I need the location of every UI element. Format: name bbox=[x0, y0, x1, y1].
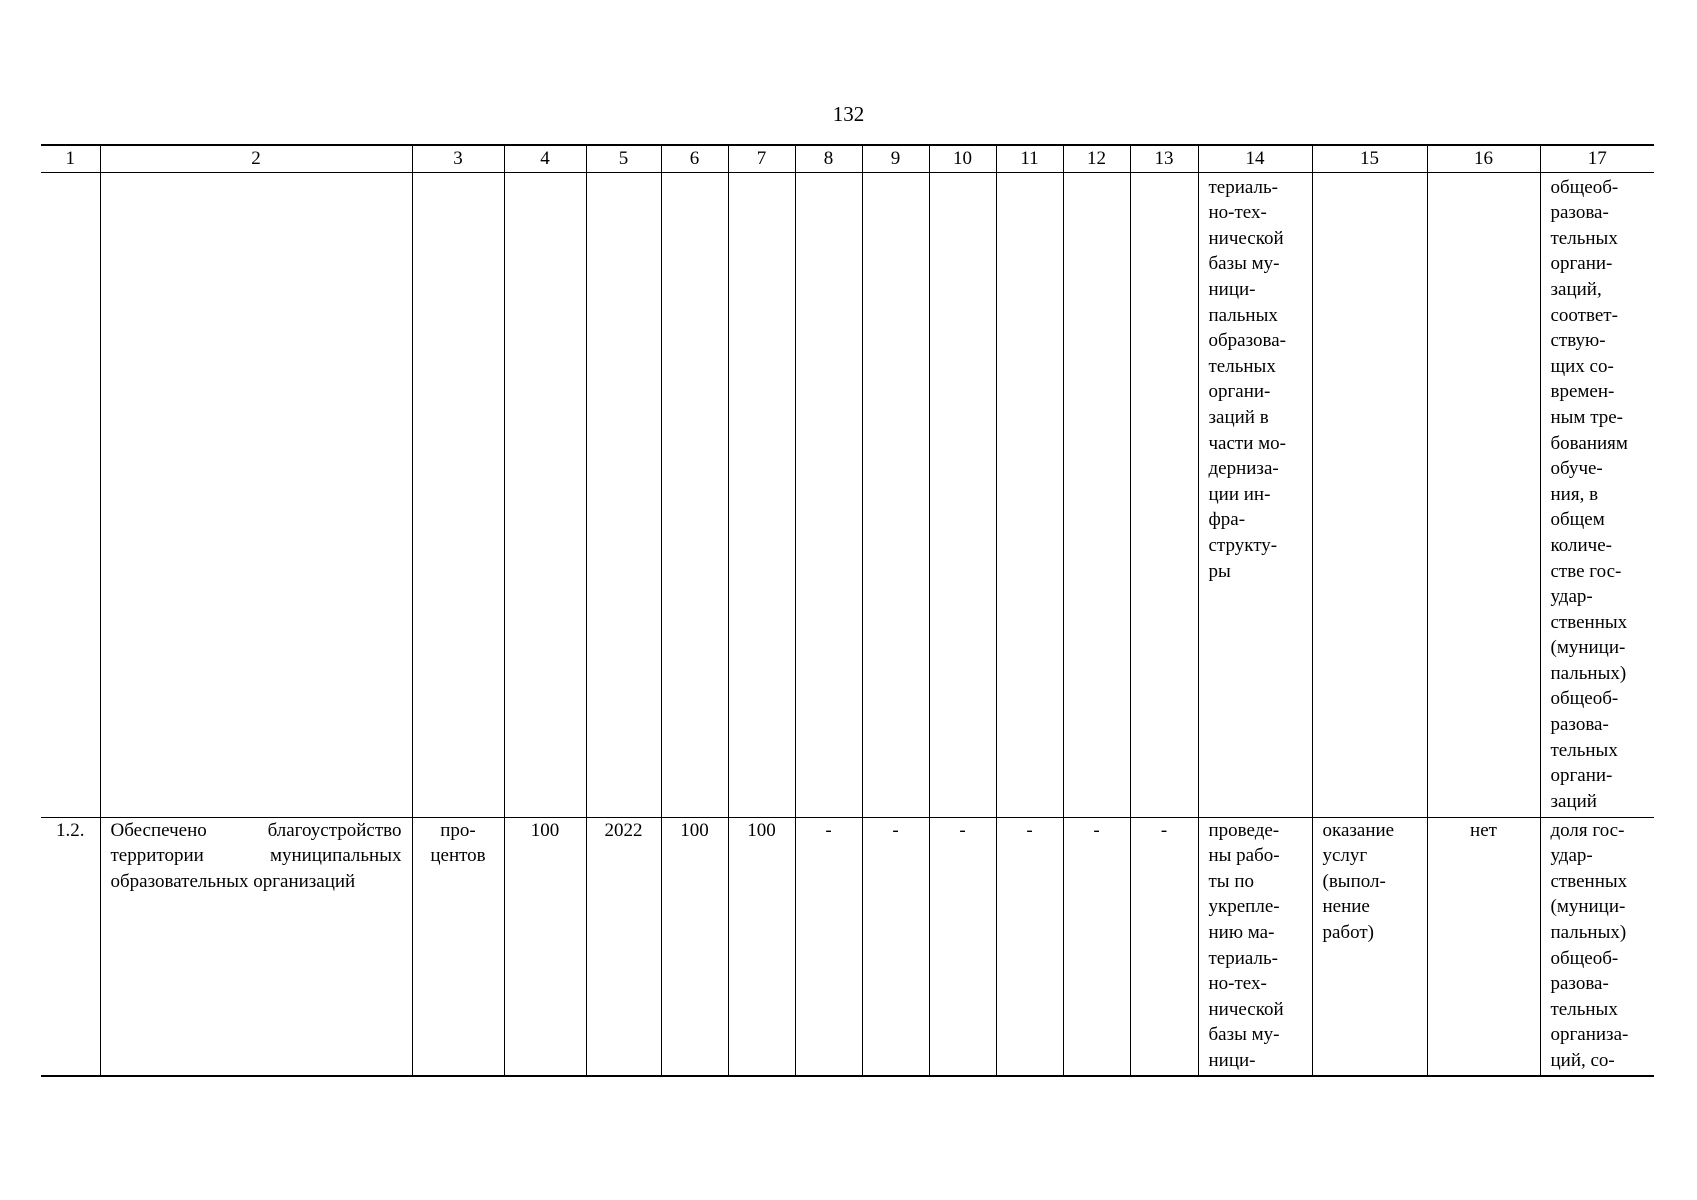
cell-value-col9: - bbox=[862, 817, 929, 1076]
cell-empty bbox=[862, 172, 929, 817]
cell-col16: нет bbox=[1427, 817, 1540, 1076]
column-header: 15 bbox=[1312, 145, 1427, 172]
cell-value-col13: - bbox=[1130, 817, 1198, 1076]
cell-result-type: оказание услуг (выпол- нение работ) bbox=[1312, 817, 1427, 1076]
column-header: 10 bbox=[929, 145, 996, 172]
column-header: 17 bbox=[1540, 145, 1654, 172]
column-header: 6 bbox=[661, 145, 728, 172]
column-header: 4 bbox=[504, 145, 586, 172]
cell-unit: про- центов bbox=[412, 817, 504, 1076]
cell-characteristic: проведе- ны рабо- ты по укрепле- нию ма- териаль- но-тех- нической базы му- ници- bbox=[1198, 817, 1312, 1076]
column-header: 12 bbox=[1063, 145, 1130, 172]
column-header: 7 bbox=[728, 145, 795, 172]
column-header: 2 bbox=[100, 145, 412, 172]
column-header: 11 bbox=[996, 145, 1063, 172]
page-number: 132 bbox=[832, 102, 865, 126]
cell-result-name: Обеспечено благоустройство территории муниципальных образовательных организаций bbox=[100, 817, 412, 1076]
cell-empty bbox=[929, 172, 996, 817]
cell-empty bbox=[1130, 172, 1198, 817]
indicators-table bbox=[41, 144, 1654, 1077]
cell-empty bbox=[41, 172, 100, 817]
cell-empty bbox=[996, 172, 1063, 817]
cell-empty bbox=[661, 172, 728, 817]
cell-value-col8: - bbox=[795, 817, 862, 1076]
cell-value-col12: - bbox=[1063, 817, 1130, 1076]
cell-empty bbox=[412, 172, 504, 817]
cell-empty bbox=[728, 172, 795, 817]
cell-empty bbox=[795, 172, 862, 817]
cell-value-col11: - bbox=[996, 817, 1063, 1076]
cell-empty bbox=[504, 172, 586, 817]
column-header: 16 bbox=[1427, 145, 1540, 172]
column-header: 3 bbox=[412, 145, 504, 172]
cell-col14-continued: териаль- но-тех- нической базы му- ници- пальных образова- тельных органи- заций в части мо- дерниза- ции ин- фра- структу- ры bbox=[1198, 172, 1312, 817]
column-header: 9 bbox=[862, 145, 929, 172]
cell-value-col7: 100 bbox=[728, 817, 795, 1076]
cell-value-col6: 100 bbox=[661, 817, 728, 1076]
cell-empty bbox=[1063, 172, 1130, 817]
cell-empty bbox=[586, 172, 661, 817]
cell-base-value: 100 bbox=[504, 817, 586, 1076]
column-header: 14 bbox=[1198, 145, 1312, 172]
column-header: 5 bbox=[586, 145, 661, 172]
column-header: 1 bbox=[41, 145, 100, 172]
cell-empty bbox=[1427, 172, 1540, 817]
continuation-row bbox=[41, 172, 1654, 817]
cell-indicator: доля гос- удар- ственных (муници- пальных) общеоб- разова- тельных организа- ций, со- bbox=[1540, 817, 1654, 1076]
header-row bbox=[41, 145, 1654, 172]
table-row-1-2 bbox=[41, 817, 1654, 1076]
column-header: 8 bbox=[795, 145, 862, 172]
cell-col17-continued: общеоб- разова- тельных органи- заций, соответ- ствую- щих со- времен- ным тре- бованиям обуче- ния, в общем количе- стве гос- удар- ственных (муници- пальных) общеоб- разова- тельных органи- заций bbox=[1540, 172, 1654, 817]
cell-row-number: 1.2. bbox=[41, 817, 100, 1076]
cell-value-col10: - bbox=[929, 817, 996, 1076]
cell-empty bbox=[100, 172, 412, 817]
cell-empty bbox=[1312, 172, 1427, 817]
column-header: 13 bbox=[1130, 145, 1198, 172]
cell-base-year: 2022 bbox=[586, 817, 661, 1076]
